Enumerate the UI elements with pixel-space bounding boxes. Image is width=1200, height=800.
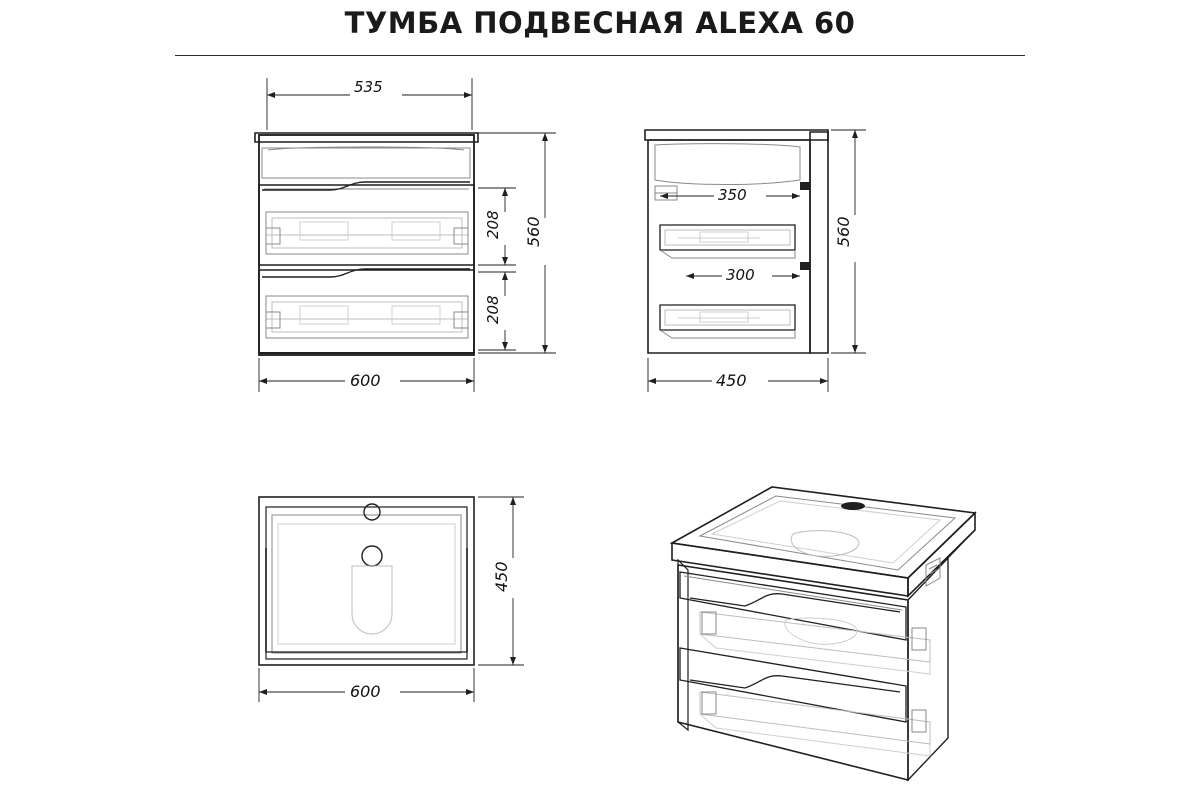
top-view — [259, 497, 474, 665]
dim-side-inner-300: 300 — [726, 266, 755, 284]
dim-top-depth-450: 450 — [492, 561, 511, 592]
dim-side-height-560: 560 — [834, 216, 853, 247]
dim-front-drawer1-208: 208 — [484, 210, 502, 239]
side-view — [645, 130, 828, 353]
dim-front-top-535: 535 — [354, 78, 383, 96]
page-title: ТУМБА ПОДВЕСНАЯ ALEXA 60 — [344, 6, 856, 40]
dim-side-depth-450: 450 — [716, 371, 747, 390]
dim-front-width-600: 600 — [350, 371, 381, 390]
isometric-view — [672, 487, 975, 780]
front-view — [255, 133, 478, 355]
dim-front-drawer2-208: 208 — [484, 295, 502, 324]
dim-top-width-600: 600 — [350, 682, 381, 701]
dim-front-height-560: 560 — [524, 216, 543, 247]
dim-side-inner-350: 350 — [718, 186, 747, 204]
